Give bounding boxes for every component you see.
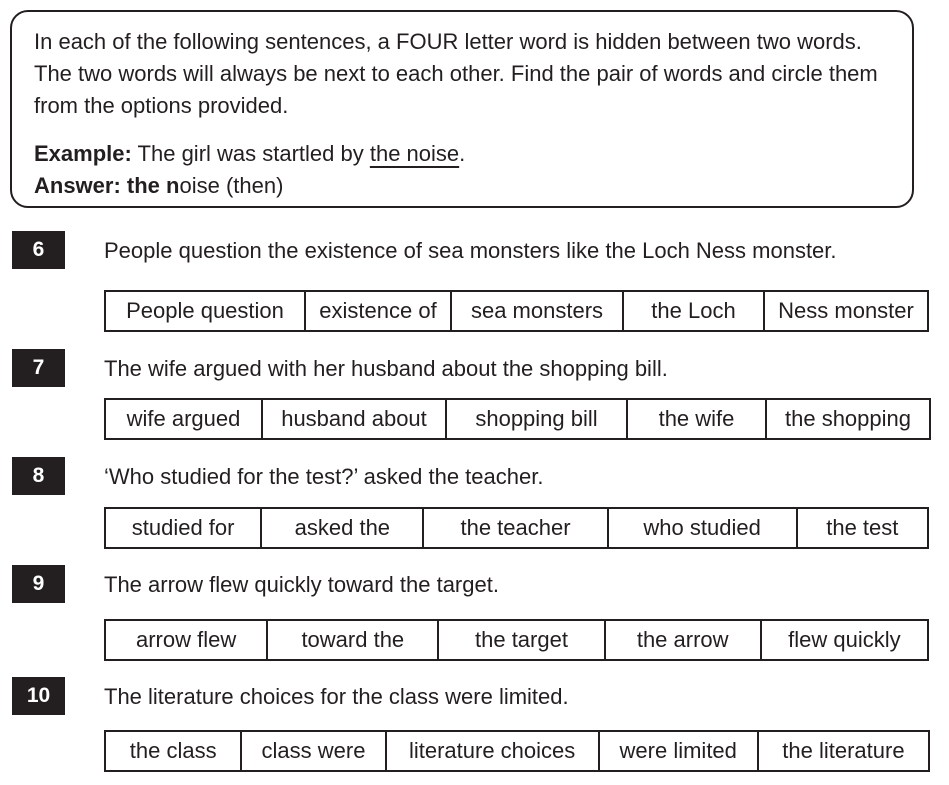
answer-option[interactable]: studied for [106,509,262,547]
answer-bold-part: the n [126,173,180,198]
answer-option[interactable]: who studied [609,509,798,547]
options-row [104,730,930,772]
answer-option[interactable]: wife argued [106,400,263,438]
instructions-box [10,10,914,208]
question-number: 7 [12,349,65,387]
answer-option[interactable]: toward the [268,621,439,659]
question-number: 9 [12,565,65,603]
answer-option[interactable]: existence of [306,292,452,330]
answer-option[interactable]: the literature [782,738,905,763]
question-sentence: The arrow flew quickly toward the target. [104,572,499,597]
question-number: 8 [12,457,65,495]
answer-line [34,170,283,202]
options-row [104,507,929,549]
example-sentence-start: The girl was startled by [137,141,370,166]
answer-option[interactable]: sea monsters [452,292,624,330]
answer-option[interactable]: flew quickly [788,627,901,652]
answer-option[interactable]: the arrow [606,621,762,659]
answer-option[interactable]: the class [106,732,242,770]
answer-option[interactable]: arrow flew [106,621,268,659]
answer-option[interactable]: Ness monster [778,298,914,323]
answer-rest: oise (then) [179,173,284,198]
question-sentence: ‘Who studied for the test?’ asked the teacher. [104,464,544,489]
options-row [104,290,929,332]
example-underlined-words: the noise [369,141,460,166]
example-line [34,138,465,170]
options-row [104,619,929,661]
question-number: 6 [12,231,65,269]
question-number: 10 [12,677,65,715]
instructions-text: In each of the following sentences, a FOUR letter word is hidden between two words. The two words will always be next to each other. Find the pair of words and circle them from the options provided. [34,29,878,118]
answer-option[interactable]: shopping bill [447,400,628,438]
answer-option[interactable]: the shopping [785,406,911,431]
answer-option[interactable]: the target [439,621,605,659]
answer-option[interactable]: the teacher [424,509,608,547]
example-sentence-end: . [459,141,466,166]
answer-option[interactable]: class were [242,732,386,770]
example-label: Example: [34,141,132,166]
answer-option[interactable]: the wife [628,400,767,438]
answer-option[interactable]: the Loch [624,292,765,330]
question-sentence: The wife argued with her husband about the shopping bill. [104,356,668,381]
answer-label: Answer: [34,173,121,198]
answer-option[interactable]: husband about [263,400,447,438]
answer-option[interactable]: the test [826,515,899,540]
answer-option[interactable]: literature choices [387,732,600,770]
answer-option[interactable]: asked the [262,509,424,547]
answer-option[interactable]: People question [106,292,306,330]
answer-option[interactable]: were limited [600,732,759,770]
options-row [104,398,931,440]
question-sentence: People question the existence of sea monsters like the Loch Ness monster. [104,238,837,263]
question-sentence: The literature choices for the class were limited. [104,684,569,709]
